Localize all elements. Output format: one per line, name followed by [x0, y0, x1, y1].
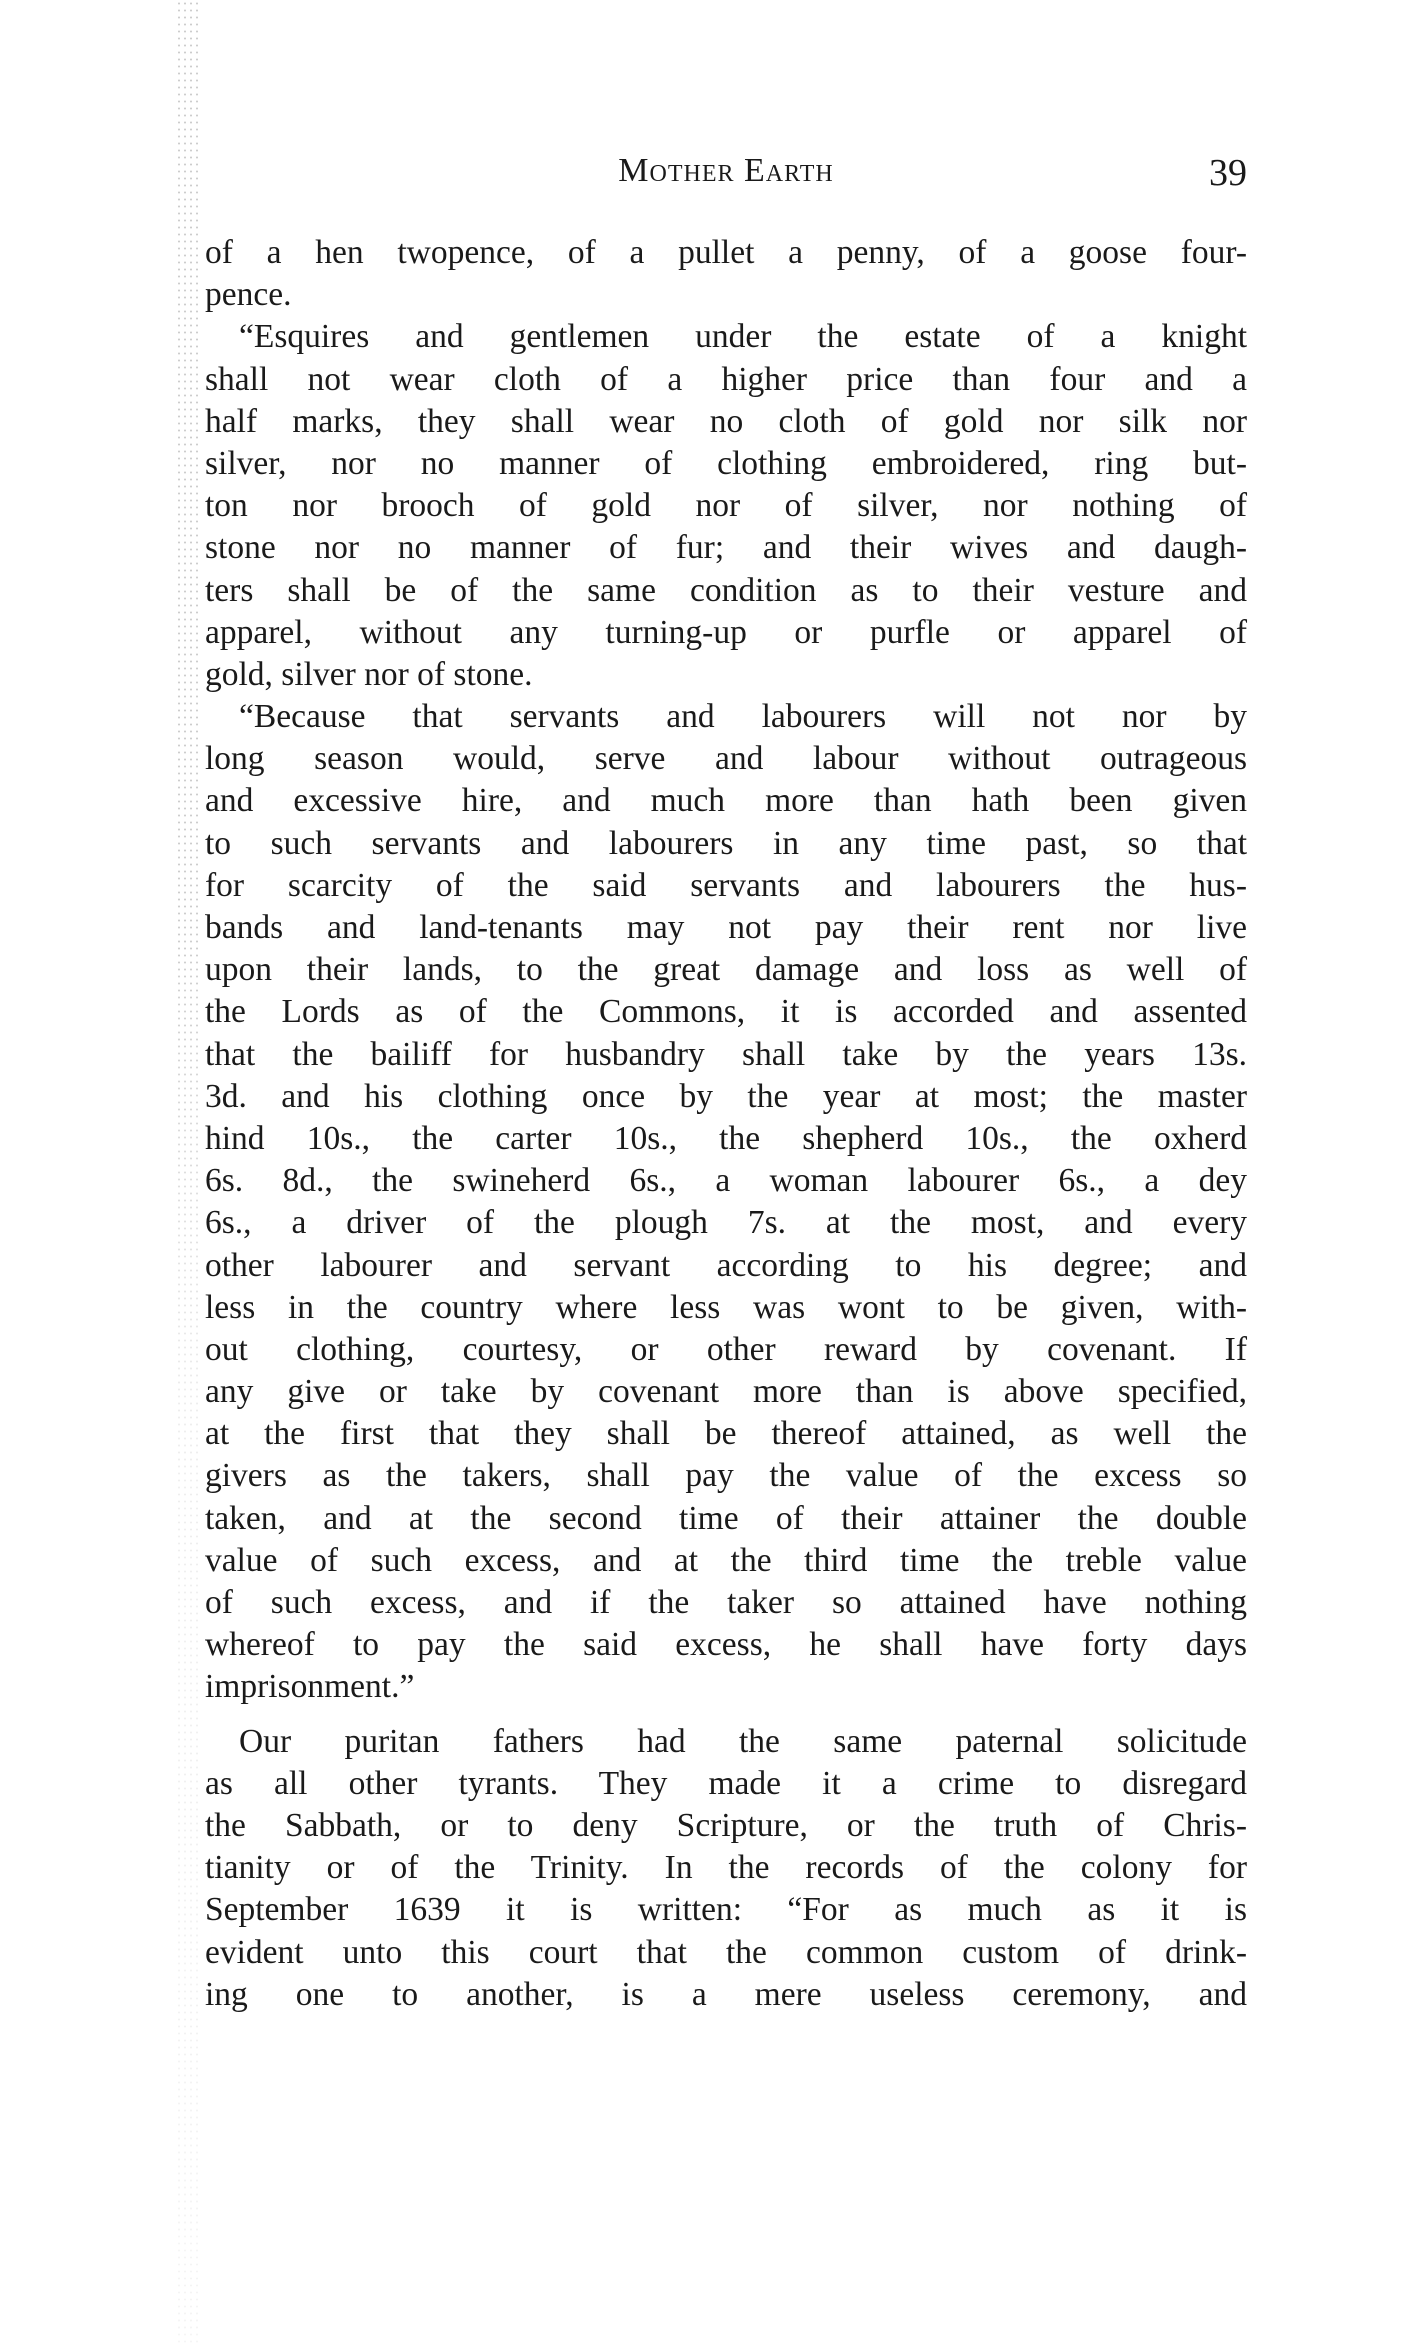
text-line: imprisonment.” [205, 1668, 415, 1706]
text-line: the Sabbath, or to deny Scripture, or the truth of Chris- [205, 1806, 1247, 1844]
text-line: out clothing, courtesy, or other reward by covenant. If [205, 1330, 1247, 1368]
running-title: Mother Earth [618, 152, 834, 189]
text-line: shall not wear cloth of a higher price than four and a [205, 360, 1247, 398]
text-line: silver, nor no manner of clothing embroidered, ring but- [205, 444, 1247, 482]
text-line: stone nor no manner of fur; and their wives and daugh- [205, 529, 1247, 567]
text-line: apparel, without any turning-up or purfle or apparel of [205, 613, 1247, 651]
text-line: bands and land-tenants may not pay their rent nor live [205, 909, 1247, 946]
text-line: less in the country where less was wont to be given, with- [205, 1288, 1247, 1326]
text-line: ing one to another, is a mere useless ceremony, and [205, 1975, 1247, 2013]
text-line: ters shall be of the same condition as to their vesture and [205, 571, 1247, 609]
text-line: value of such excess, and at the third time the treble value [205, 1541, 1247, 1579]
text-line: to such servants and labourers in any time past, so that [205, 824, 1247, 862]
text-line: as all other tyrants. They made it a crime to disregard [205, 1764, 1247, 1802]
text-line: “Because that servants and labourers will not nor by [239, 698, 1247, 736]
text-line: evident unto this court that the common custom of drink- [205, 1933, 1247, 1971]
page-number: 39 [1209, 152, 1247, 194]
text-line: ton nor brooch of gold nor of silver, nor nothing of [205, 487, 1247, 525]
text-line: pence. [205, 276, 292, 314]
text-line: 6s. 8d., the swineherd 6s., a woman labourer 6s., a dey [205, 1162, 1247, 1200]
text-line: gold, silver nor of stone. [205, 655, 533, 693]
text-line: that the bailiff for husbandry shall take by the years 13s. [205, 1035, 1247, 1073]
text-line: the Lords as of the Commons, it is accorded and assented [205, 993, 1247, 1031]
text-line: at the first that they shall be thereof attained, as well the [205, 1415, 1247, 1453]
text-line: any give or take by covenant more than is above specified, [205, 1373, 1247, 1411]
text-line: of such excess, and if the taker so attained have nothing [205, 1584, 1247, 1621]
paragraph [205, 696, 1247, 1709]
text-line: upon their lands, to the great damage and loss as well of [205, 951, 1247, 989]
text-line: Our puritan fathers had the same paternal solicitude [239, 1722, 1247, 1760]
text-line: taken, and at the second time of their attainer the double [205, 1499, 1247, 1537]
text-line: of a hen twopence, of a pullet a penny, of a goose four- [205, 234, 1247, 271]
text-line: other labourer and servant according to his degree; and [205, 1246, 1247, 1284]
text-line: tianity or of the Trinity. In the records of the colony for [205, 1849, 1247, 1887]
text-line: givers as the takers, shall pay the value of the excess so [205, 1457, 1247, 1495]
text-line: and excessive hire, and much more than hath been given [205, 782, 1247, 820]
scan-edge-artifact [176, 0, 198, 2343]
text-line: half marks, they shall wear no cloth of gold nor silk nor [205, 402, 1247, 440]
text-line: 3d. and his clothing once by the year at most; the master [205, 1077, 1247, 1115]
paragraph [205, 1721, 1247, 2016]
body-text [205, 232, 1247, 2016]
text-line: whereof to pay the said excess, he shall have forty days [205, 1626, 1247, 1664]
text-line: 6s., a driver of the plough 7s. at the most, and every [205, 1204, 1247, 1242]
paragraph [205, 232, 1247, 316]
text-line: for scarcity of the said servants and labourers the hus- [205, 866, 1247, 904]
text-line: hind 10s., the carter 10s., the shepherd 10s., the oxherd [205, 1119, 1247, 1157]
text-line: “Esquires and gentlemen under the estate of a knight [239, 318, 1247, 356]
text-line: September 1639 it is written: “For as much as it is [205, 1891, 1247, 1929]
running-head [205, 148, 1247, 194]
text-line: long season would, serve and labour without outrageous [205, 740, 1247, 778]
paragraph [205, 316, 1247, 696]
